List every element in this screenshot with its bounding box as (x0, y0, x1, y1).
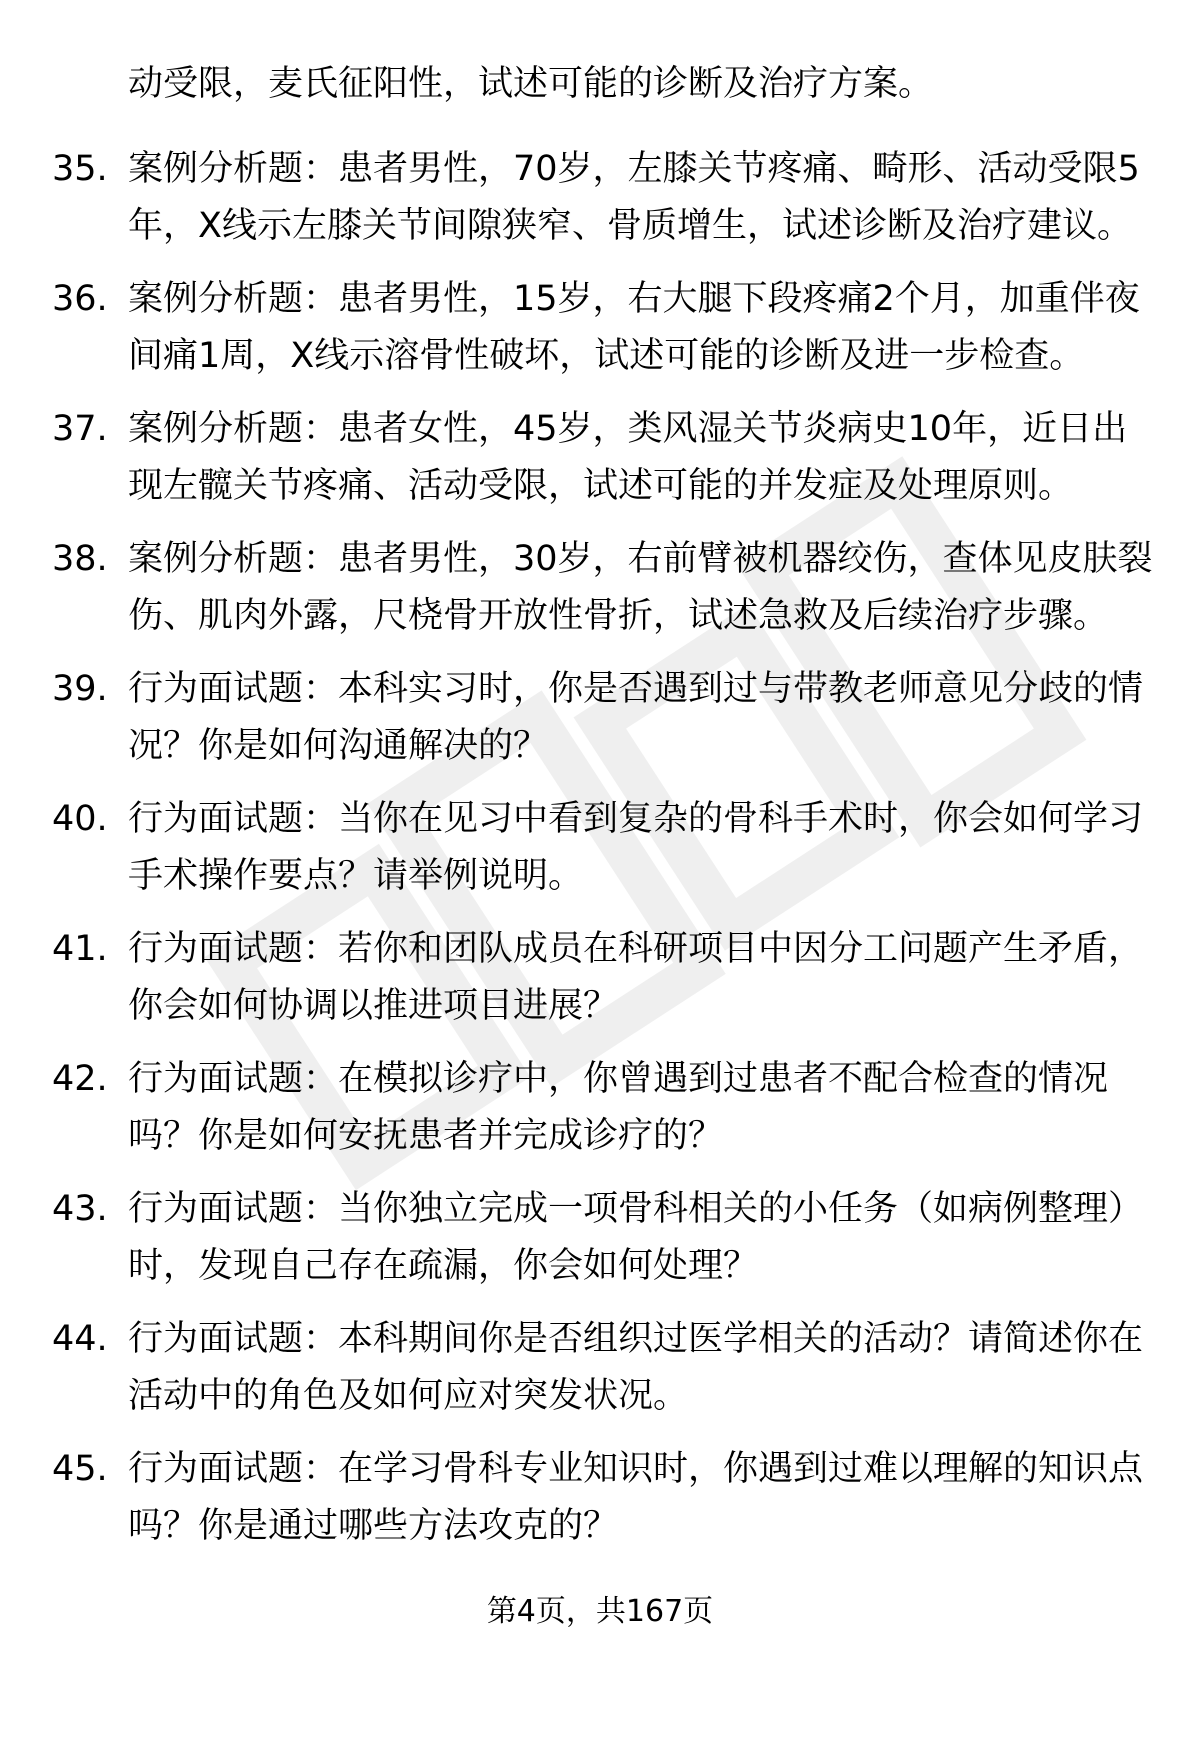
question-number: 37. (52, 409, 108, 449)
question-item (0, 1311, 1200, 1425)
question-number: 41. (52, 929, 108, 969)
question-item (0, 921, 1200, 1035)
question-text: 行为面试题：本科期间你是否组织过医学相关的活动？请简述你在活动中的角色及如何应对突发状况。 (128, 1319, 1144, 1416)
question-number: 44. (52, 1319, 108, 1359)
question-number: 40. (52, 799, 108, 839)
question-item (0, 661, 1200, 775)
page-footer: 第4页，共167页 (486, 1594, 714, 1629)
question-number: 35. (52, 149, 108, 189)
question-item (0, 141, 1200, 255)
question-item (0, 1181, 1200, 1295)
question-item (0, 1441, 1200, 1555)
question-item (0, 791, 1200, 905)
question-text: 行为面试题：本科实习时，你是否遇到过与带教老师意见分歧的情况？你是如何沟通解决的？ (128, 669, 1144, 766)
question-number: 42. (52, 1059, 108, 1099)
continuation-text: 动受限，麦氏征阳性，试述可能的诊断及治疗方案。 (128, 64, 934, 104)
question-number: 36. (52, 279, 108, 319)
question-number: 45. (52, 1449, 108, 1489)
question-text: 行为面试题：若你和团队成员在科研项目中因分工问题产生矛盾，你会如何协调以推进项目进展？ (128, 929, 1144, 1026)
question-number: 43. (52, 1189, 108, 1229)
question-list (0, 141, 1200, 1571)
question-number: 38. (52, 539, 108, 579)
question-item (0, 531, 1200, 645)
question-number: 39. (52, 669, 108, 709)
question-item (0, 1051, 1200, 1165)
question-text: 案例分析题：患者男性，30岁，右前臂被机器绞伤，查体见皮肤裂伤、肌肉外露，尺桡骨开放性骨折，试述急救及后续治疗步骤。 (128, 539, 1153, 636)
question-text: 案例分析题：患者女性，45岁，类风湿关节炎病史10年，近日出现左髋关节疼痛、活动受限，试述可能的并发症及处理原则。 (128, 409, 1128, 506)
question-item (0, 401, 1200, 515)
question-text: 案例分析题：患者男性，70岁，左膝关节疼痛、畸形、活动受限5年，X线示左膝关节间隙狭窄、骨质增生，试述诊断及治疗建议。 (128, 149, 1140, 246)
question-item (0, 271, 1200, 385)
question-text: 案例分析题：患者男性，15岁，右大腿下段疼痛2个月，加重伴夜间痛1周，X线示溶骨性破坏，试述可能的诊断及进一步检查。 (128, 279, 1140, 376)
question-text: 行为面试题：在模拟诊疗中，你曾遇到过患者不配合检查的情况吗？你是如何安抚患者并完成诊疗的？ (128, 1059, 1109, 1156)
question-text: 行为面试题：当你在见习中看到复杂的骨科手术时，你会如何学习手术操作要点？请举例说明。 (128, 799, 1144, 896)
question-text: 行为面试题：当你独立完成一项骨科相关的小任务（如病例整理）时，发现自己存在疏漏，你会如何处理？ (128, 1189, 1144, 1286)
question-text: 行为面试题：在学习骨科专业知识时，你遇到过难以理解的知识点吗？你是通过哪些方法攻克的？ (128, 1449, 1144, 1546)
